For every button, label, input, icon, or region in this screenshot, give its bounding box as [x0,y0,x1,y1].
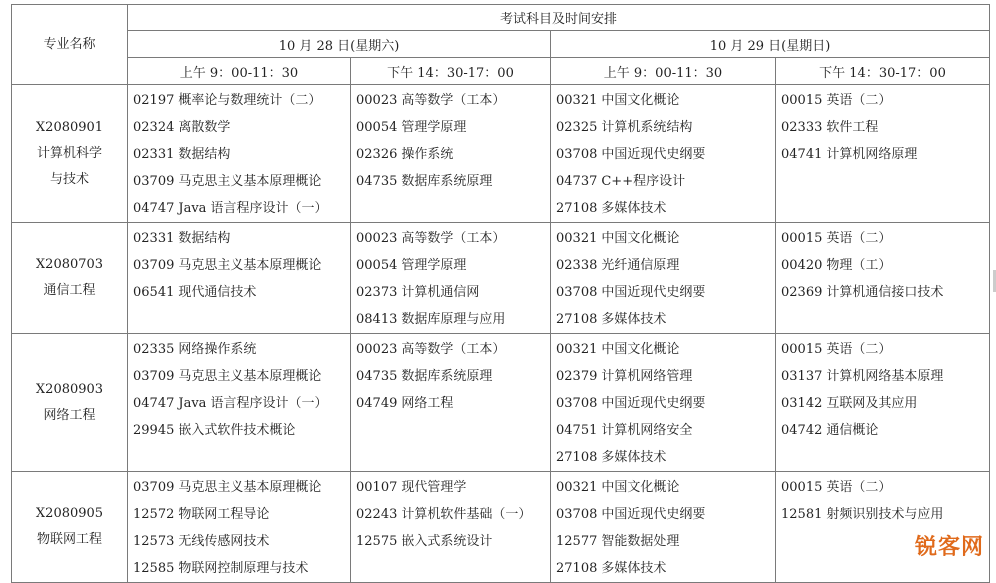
subject-code: 02331 [133,231,175,246]
major-code: X2080905 [35,506,104,521]
subject-name: 现代通信技术 [178,285,257,300]
subject-entry [133,555,350,582]
subject-entry [356,141,550,168]
subject-entry [781,390,989,417]
subject-code: 03708 [556,396,598,411]
subject-code: 02333 [781,120,823,135]
subject-entry [556,390,775,417]
subject-entry [356,528,550,555]
subject-name: 马克思主义基本原理概论 [178,174,322,189]
schedule-title: 考试科目及时间安排 [128,5,990,31]
subject-entry [133,114,350,141]
subject-name: 无线传感网技术 [178,534,270,549]
subject-entry [133,363,350,390]
subject-name: 中国文化概论 [601,342,680,357]
subject-cell [776,334,990,472]
subject-entry [781,114,989,141]
subject-name: 物理（工） [826,258,892,273]
subject-cell [351,334,551,472]
subject-name: 物联网工程导论 [178,507,270,522]
subject-name: 计算机通信网 [401,285,480,300]
subject-name: 现代管理学 [401,480,467,495]
subject-name: 中国文化概论 [601,480,680,495]
subject-name: 软件工程 [826,120,879,135]
watermark-logo: 锐客网 [914,535,984,560]
subject-entry [781,279,989,306]
subject-code: 27108 [556,450,598,465]
subject-code: 04741 [781,147,823,162]
subject-entry [356,306,550,333]
subject-name: 中国近现代史纲要 [601,396,706,411]
subject-name: 中国近现代史纲要 [601,147,706,162]
major-cell [12,85,128,223]
day-header-1: 10 月 28 日(星期六) [128,31,551,58]
subject-entry [356,279,550,306]
subject-code: 04747 [133,201,175,216]
slot-header-d1-pm: 下午 14：30-17：00 [351,58,551,85]
subject-code: 12577 [556,534,598,549]
major-name: 与技术 [49,171,89,187]
subject-code: 02243 [356,507,398,522]
subject-code: 03708 [556,285,598,300]
subject-code: 00015 [781,480,823,495]
subject-entry [556,363,775,390]
major-code: X2080703 [35,257,104,272]
subject-name: 计算机软件基础（一） [401,507,532,522]
subject-cell [776,85,990,223]
subject-entry [356,225,550,252]
subject-code: 02369 [781,285,823,300]
subject-name: 中国文化概论 [601,231,680,246]
subject-entry [556,279,775,306]
subject-entry [133,225,350,252]
subject-name: 英语（二） [826,480,892,495]
subject-entry [556,114,775,141]
subject-name: 操作系统 [401,147,454,162]
subject-code: 00321 [556,93,598,108]
major-name: 通信工程 [43,283,96,298]
subject-entry [133,141,350,168]
subject-name: Java 语言程序设计（一） [178,201,328,216]
subject-entry [356,474,550,501]
subject-code: 00420 [781,258,823,273]
major-name: 计算机科学 [36,145,102,161]
subject-name: Java 语言程序设计（一） [178,396,328,411]
subject-entry [133,528,350,555]
subject-entry [781,474,989,501]
subject-entry [556,225,775,252]
subject-name: 计算机网络安全 [601,423,693,438]
subject-name: 物联网控制原理与技术 [178,561,309,576]
subject-code: 03708 [556,507,598,522]
subject-code: 12581 [781,507,823,522]
subject-entry [133,195,350,222]
subject-entry [556,195,775,222]
subject-code: 12575 [356,534,398,549]
subject-name: 多媒体技术 [601,312,667,327]
subject-name: 管理学原理 [401,258,467,273]
exam-schedule-table [11,4,990,583]
subject-code: 00023 [356,342,398,357]
subject-cell [551,223,776,334]
subject-entry [356,114,550,141]
subject-entry [556,336,775,363]
subject-cell [128,334,351,472]
subject-code: 00023 [356,231,398,246]
subject-name: 数据结构 [178,147,231,162]
subject-cell [351,223,551,334]
subject-entry [133,390,350,417]
subject-name: 概率论与数理统计（二） [178,93,322,108]
subject-name: 计算机网络原理 [826,147,918,162]
subject-entry [356,168,550,195]
subject-name: 射频识别技术与应用 [826,507,944,522]
subject-code: 29945 [133,423,175,438]
subject-entry [556,87,775,114]
subject-name: 计算机系统结构 [601,120,693,135]
subject-name: 计算机通信接口技术 [826,285,944,300]
subject-code: 00054 [356,120,398,135]
subject-name: 多媒体技术 [601,201,667,216]
subject-name: 英语（二） [826,231,892,246]
subject-code: 02373 [356,285,398,300]
subject-code: 02379 [556,369,598,384]
subject-code: 04735 [356,174,398,189]
subject-cell [128,223,351,334]
subject-code: 03709 [133,369,175,384]
subject-name: 多媒体技术 [601,450,667,465]
subject-name: 多媒体技术 [601,561,667,576]
subject-cell [551,85,776,223]
subject-code: 06541 [133,285,175,300]
subject-code: 03709 [133,174,175,189]
subject-code: 04751 [556,423,598,438]
subject-code: 02335 [133,342,175,357]
subject-code: 02325 [556,120,598,135]
subject-entry [356,252,550,279]
major-row [12,472,990,583]
subject-code: 02338 [556,258,598,273]
subject-code: 03142 [781,396,823,411]
subject-entry [133,252,350,279]
subject-entry [556,306,775,333]
subject-name: 通信概论 [826,423,879,438]
major-row [12,223,990,334]
subject-cell [776,472,990,583]
subject-name: 马克思主义基本原理概论 [178,258,322,273]
subject-entry [133,501,350,528]
subject-name: 管理学原理 [401,120,467,135]
subject-entry [133,474,350,501]
schedule-body [12,85,990,583]
subject-name: 网络操作系统 [178,342,257,357]
subject-entry [781,336,989,363]
subject-cell [551,334,776,472]
major-row [12,85,990,223]
subject-code: 00321 [556,231,598,246]
subject-code: 00054 [356,258,398,273]
subject-entry [356,501,550,528]
subject-name: 光纤通信原理 [601,258,680,273]
subject-name: 离散数学 [178,120,231,135]
subject-code: 04742 [781,423,823,438]
subject-entry [133,417,350,444]
subject-entry [356,390,550,417]
subject-name: 高等数学（工本） [401,342,506,357]
subject-code: 02324 [133,120,175,135]
subject-code: 03709 [133,480,175,495]
major-name: 网络工程 [43,407,96,423]
subject-code: 03709 [133,258,175,273]
subject-entry [781,252,989,279]
subject-entry [781,225,989,252]
subject-code: 12573 [133,534,175,549]
subject-code: 00321 [556,480,598,495]
subject-name: 中国近现代史纲要 [601,507,706,522]
subject-name: 英语（二） [826,342,892,357]
subject-entry [556,444,775,471]
subject-entry [781,87,989,114]
major-cell [12,223,128,334]
exam-schedule-frame [11,4,989,576]
subject-name: 互联网及其应用 [826,396,918,411]
subject-name: 数据结构 [178,231,231,246]
subject-code: 00023 [356,93,398,108]
subject-entry [556,501,775,528]
subject-name: 嵌入式软件技术概论 [178,423,296,438]
subject-entry [556,555,775,582]
subject-cell [551,472,776,583]
subject-entry [133,279,350,306]
subject-name: 数据库系统原理 [401,174,493,189]
subject-entry [556,528,775,555]
subject-code: 00107 [356,480,398,495]
subject-code: 00321 [556,342,598,357]
subject-code: 27108 [556,561,598,576]
subject-entry [133,87,350,114]
subject-entry [781,501,989,528]
major-code: X2080903 [35,381,104,397]
subject-name: 计算机网络管理 [601,369,693,384]
subject-code: 08413 [356,312,398,327]
subject-code: 00015 [781,93,823,108]
subject-code: 12585 [133,561,175,576]
major-name: 物联网工程 [36,532,102,547]
subject-entry [556,417,775,444]
subject-name: 高等数学（工本） [401,93,506,108]
major-row [12,334,990,472]
subject-name: 嵌入式系统设计 [401,534,493,549]
subject-entry [781,417,989,444]
slot-header-d2-am: 上午 9：00-11：30 [551,58,776,85]
subject-entry [556,252,775,279]
subject-entry [556,168,775,195]
subject-cell [351,85,551,223]
subject-name: 网络工程 [401,396,454,411]
subject-name: 马克思主义基本原理概论 [178,369,322,384]
subject-code: 04735 [356,369,398,384]
major-cell [12,334,128,472]
subject-entry [356,87,550,114]
subject-name: 中国文化概论 [601,93,680,108]
subject-code: 02326 [356,147,398,162]
subject-code: 00015 [781,231,823,246]
major-cell [12,472,128,583]
subject-code: 03708 [556,147,598,162]
subject-code: 04749 [356,396,398,411]
subject-entry [556,474,775,501]
subject-cell [351,472,551,583]
major-name-header: 专业名称 [12,5,128,85]
subject-entry [356,363,550,390]
subject-entry [556,141,775,168]
subject-name: 计算机网络基本原理 [826,369,944,384]
subject-cell [128,85,351,223]
subject-cell [128,472,351,583]
subject-code: 27108 [556,312,598,327]
subject-entry [133,336,350,363]
subject-code: 00015 [781,342,823,357]
subject-name: 高等数学（工本） [401,231,506,246]
subject-code: 27108 [556,201,598,216]
major-code: X2080901 [35,119,104,135]
subject-name: 数据库原理与应用 [401,312,506,327]
subject-code: 02197 [133,93,175,108]
subject-code: 04737 [556,174,598,189]
subject-entry [133,168,350,195]
subject-code: 12572 [133,507,175,522]
slot-header-d1-am: 上午 9：00-11：30 [128,58,351,85]
subject-code: 04747 [133,396,175,411]
subject-entry [356,336,550,363]
subject-name: 英语（二） [826,93,892,108]
subject-entry [781,363,989,390]
subject-name: 中国近现代史纲要 [601,285,706,300]
subject-code: 03137 [781,369,823,384]
subject-code: 02331 [133,147,175,162]
subject-cell [776,223,990,334]
slot-header-d2-pm: 下午 14：30-17：00 [776,58,990,85]
subject-name: 数据库系统原理 [401,369,493,384]
subject-name: 智能数据处理 [601,534,680,549]
subject-entry [781,141,989,168]
subject-name: C++程序设计 [601,174,686,189]
day-header-2: 10 月 29 日(星期日) [551,31,990,58]
subject-name: 马克思主义基本原理概论 [178,480,322,495]
